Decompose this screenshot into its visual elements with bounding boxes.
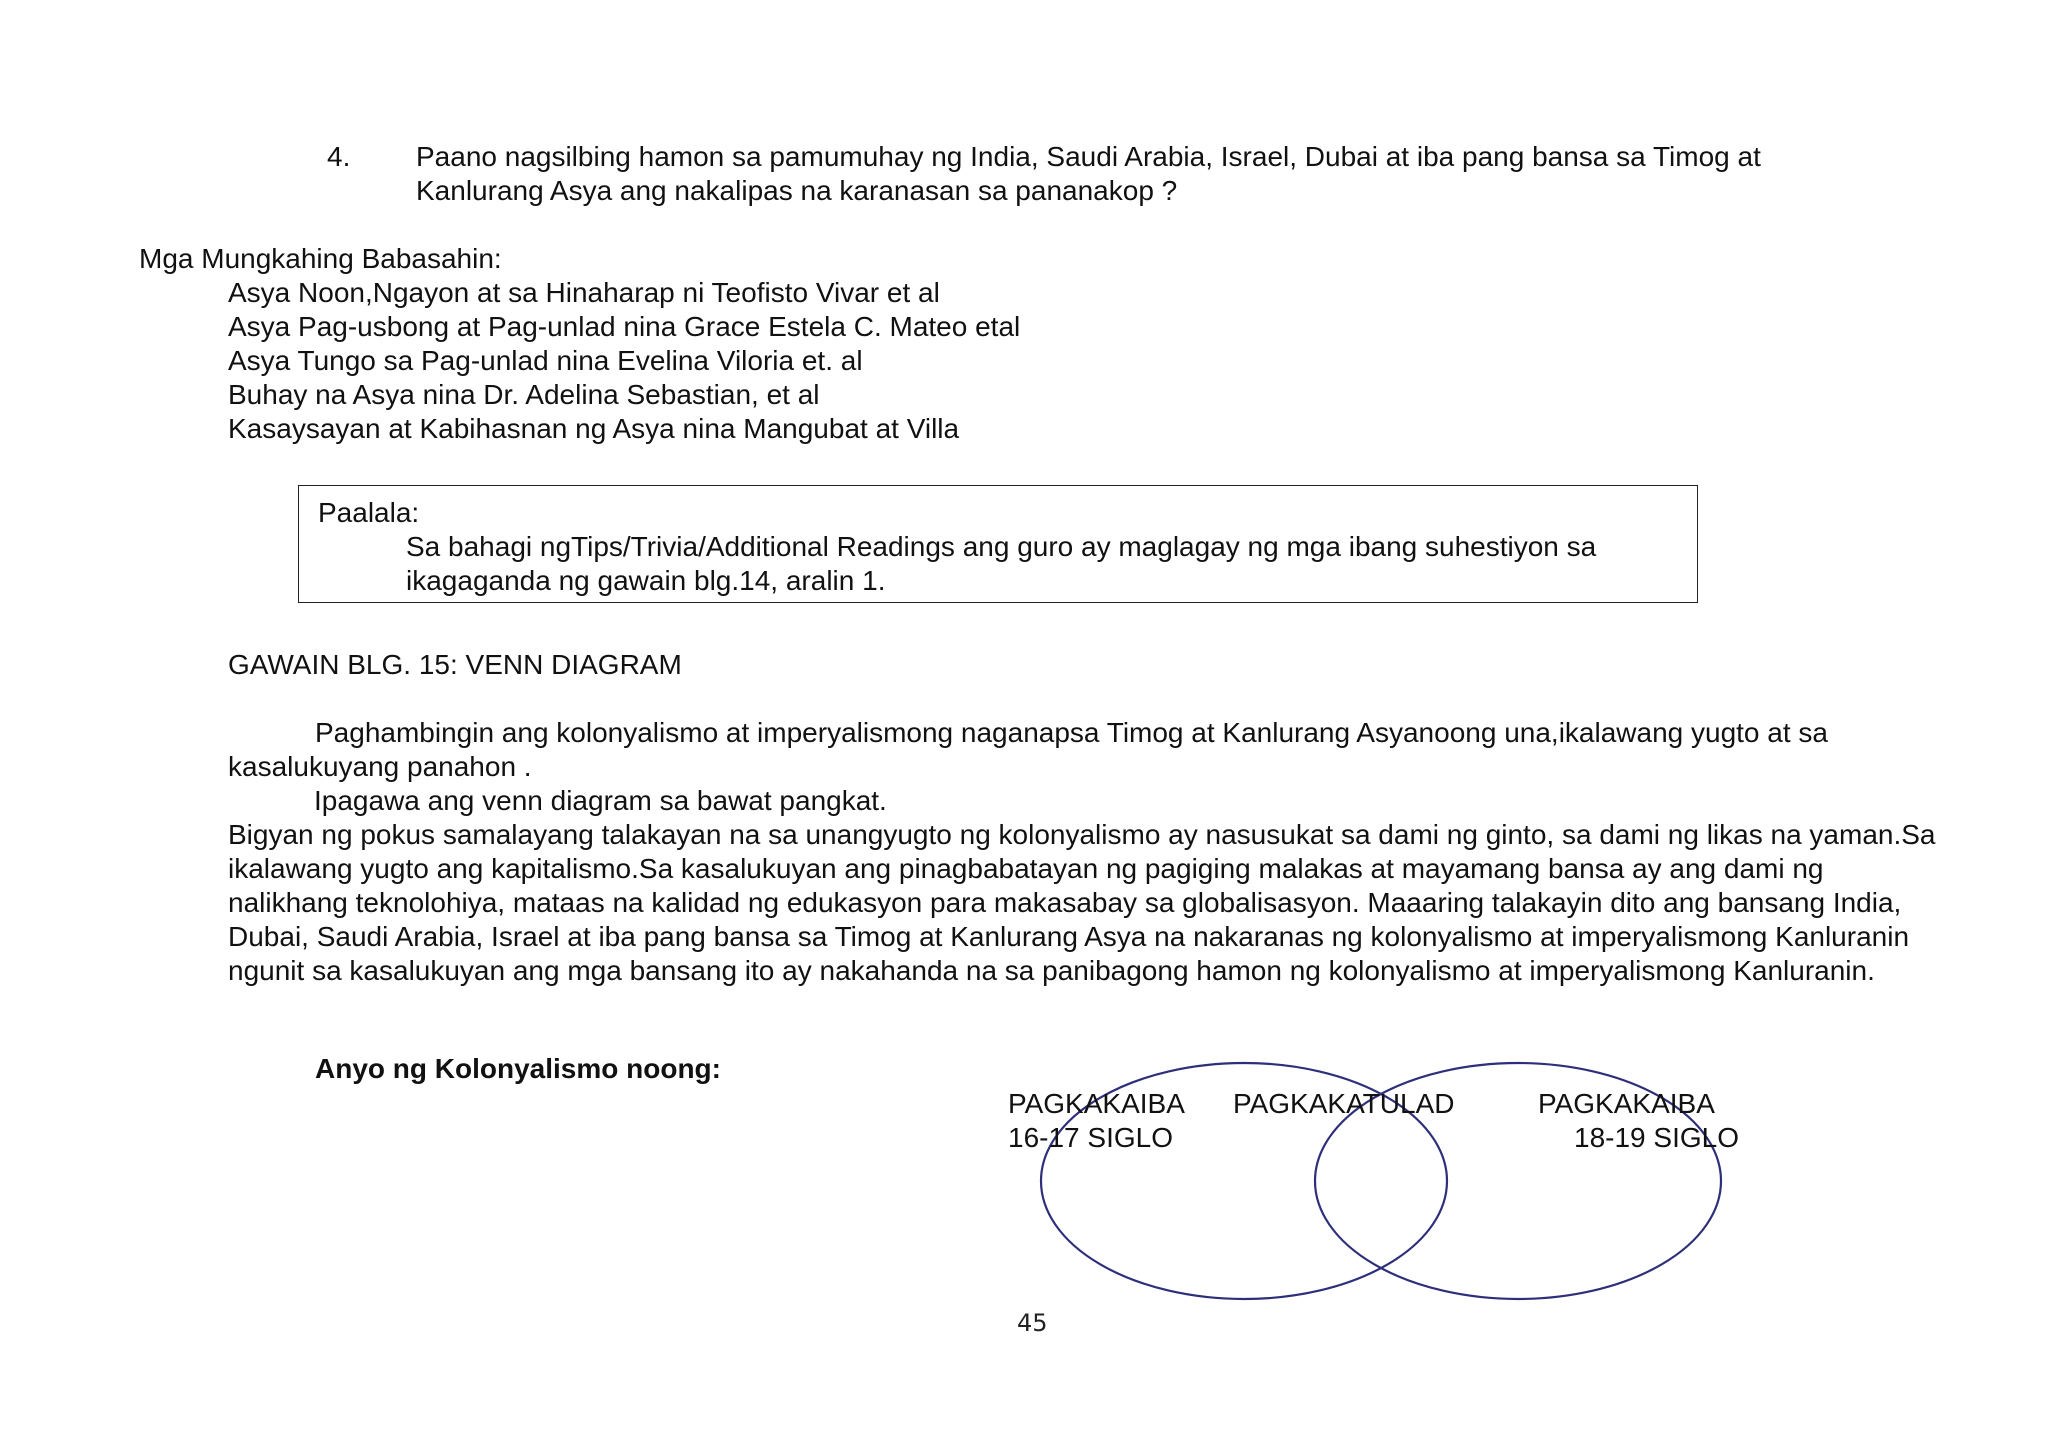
readings-list bbox=[228, 276, 1020, 446]
reminder-body: Sa bahagi ngTips/Trivia/Additional Readings ang guro ay maglagay ng mga ibang suhestiyon sa ikagaganda ng gawain blg.14, aralin 1. bbox=[406, 531, 1597, 596]
reading-item: Asya Tungo sa Pag-unlad nina Evelina Viloria et. al bbox=[228, 345, 863, 376]
venn-middle-label: PAGKAKATULAD bbox=[1233, 1088, 1455, 1119]
reading-item: Asya Noon,Ngayon at sa Hinaharap ni Teofisto Vivar et al bbox=[228, 277, 940, 308]
activity-paragraph: Bigyan ng pokus samalayang talakayan na sa unangyugto ng kolonyalismo ay nasusukat sa dami ng ginto, sa dami ng likas na yaman.Sa ikalawang yugto ang kapitalismo.Sa kasalukuyan ang pinagbabatayan ng pagiging malakas at mayamang bansa ay ang dami ng nalikhang teknolohiya, mataas na kalidad ng edukasyon para makasabay sa globalisasyon. Maaaring talakayin dito ang bansang India, Dubai, Saudi Arabia, Israel at iba pang bansa sa Timog at Kanlurang Asya na nakaranas ng kolonyalismo at imperyalismong Kanluranin ngunit sa kasalukuyan ang mga bansang ito ay nakahanda na sa panibagong hamon ng kolonyalismo at imperyalismong Kanluranin. bbox=[228, 819, 1936, 986]
question-number: 4. bbox=[327, 141, 351, 172]
reading-item: Asya Pag-usbong at Pag-unlad nina Grace Estela C. Mateo etal bbox=[228, 311, 1021, 342]
page-number: 45 bbox=[1017, 1309, 1048, 1337]
activity-paragraph: Paghambingin ang kolonyalismo at imperyalismong naganapsa Timog at Kanlurang Asyanoong una,ikalawang yugto at sa kasalukuyang panahon . bbox=[228, 717, 1828, 782]
venn-right-sublabel: 18-19 SIGLO bbox=[1574, 1122, 1739, 1153]
reading-item: Kasaysayan at Kabihasnan ng Asya nina Mangubat at Villa bbox=[228, 413, 960, 444]
reading-item: Buhay na Asya nina Dr. Adelina Sebastian, et al bbox=[228, 379, 820, 410]
venn-left-label: PAGKAKAIBA bbox=[1008, 1088, 1185, 1119]
activity-title: GAWAIN BLG. 15: VENN DIAGRAM bbox=[228, 649, 682, 680]
activity-paragraph: Ipagawa ang venn diagram sa bawat pangkat. bbox=[314, 785, 887, 816]
venn-right-label: PAGKAKAIBA bbox=[1538, 1088, 1715, 1119]
anyo-label: Anyo ng Kolonyalismo noong: bbox=[315, 1053, 721, 1084]
readings-heading: Mga Mungkahing Babasahin: bbox=[139, 243, 502, 274]
reminder-heading: Paalala: bbox=[318, 497, 420, 528]
venn-left-sublabel: 16-17 SIGLO bbox=[1008, 1122, 1173, 1153]
question-text: Paano nagsilbing hamon sa pamumuhay ng India, Saudi Arabia, Israel, Dubai at iba pang bansa sa Timog at Kanlurang Asya ang nakalipas na karanasan sa pananakop ? bbox=[416, 141, 1761, 206]
